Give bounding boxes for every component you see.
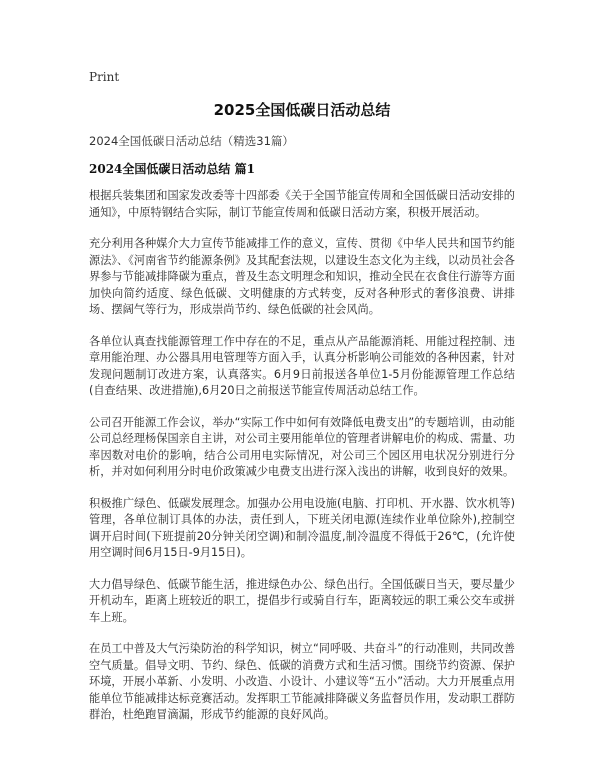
section-heading: 2024全国低碳日活动总结 篇1 — [89, 162, 255, 176]
paragraph: 大力倡导绿色、低碳节能生活，推进绿色办公、绿色出行。全国低碳日当天，要尽量少开机动车，距离上班较近的职工，提倡步行或骑自行车，距离较远的职工乘公交车或拼车上班。 — [89, 577, 515, 624]
document-subtitle: 2024全国低碳日活动总结（精选31篇） — [89, 134, 294, 148]
article-body — [89, 188, 515, 739]
paragraph: 根据兵装集团和国家发改委等十四部委《关于全国节能宣传周和全国低碳日活动安排的通知》，中原特钢结合实际，制订节能宣传周和低碳日活动方案，积极开展活动。 — [89, 189, 515, 219]
paragraph: 各单位认真查找能源管理工作中存在的不足，重点从产品能源消耗、用能过程控制、违章用能治理、办公器具用电管理等方面入手，认真分析影响公司能效的各种因素，针对发现问题制订改进方案，认真落实。6月9日前报送各单位1-5月份能源管理工作总结(自查结果、改进措施),6月20日之前报送节能宣传周活动总结工作。 — [89, 334, 515, 397]
paragraph: 在员工中普及大气污染防治的科学知识，树立“同呼吸、共奋斗”的行动准则，共同改善空气质量。倡导文明、节约、绿色、低碳的消费方式和生活习惯。围绕节约资源、保护环境，开展小革新、小发明、小改造、小设计、小建议等“五小”活动。大力开展重点用能单位节能减排达标竞赛活动。发挥职工节能减排降碳义务监督员作用，发动职工群防群治，杜绝跑冒滴漏，形成节约能源的良好风尚。 — [89, 642, 515, 721]
paragraph: 公司召开能源工作会议，举办“实际工作中如何有效降低电费支出”的专题培训，由动能公司总经理杨保国亲自主讲，对公司主要用能单位的管理者讲解电价的构成、需量、功率因数对电价的影响，结合公司用电实际情况，对公司三个园区用电状况分别进行分析，并对如何利用分时电价政策减少电费支出进行深入浅出的讲解，收到良好的效果。 — [89, 415, 515, 478]
paragraph: 积极推广绿色、低碳发展理念。加强办公用电设施(电脑、打印机、开水器、饮水机等)管理，各单位制订具体的办法，责任到人，下班关闭电源(连续作业单位除外),控制空调开启时间(下班提前20分钟关闭空调)和制冷温度,制冷温度不得低于26℃，(允许使用空调时间6月15日-9月15日)。 — [89, 496, 515, 559]
paragraph: 充分利用各种媒介大力宣传节能减排工作的意义，宣传、贯彻《中华人民共和国节约能源法》、《河南省节约能源条例》及其配套法规，以建设生态文化为主线，以动员社会各界参与节能减排降碳为重点，普及生态文明理念和知识，推动全民在衣食住行游等方面加快向简约适度、绿色低碳、文明健康的方式转变，反对各种形式的奢侈浪费、讲排场、摆阔气等行为，形成崇尚节约、绿色低碳的社会风尚。 — [89, 237, 515, 316]
print-link[interactable]: Print — [89, 70, 120, 84]
page-title: 2025全国低碳日活动总结 — [213, 101, 391, 119]
